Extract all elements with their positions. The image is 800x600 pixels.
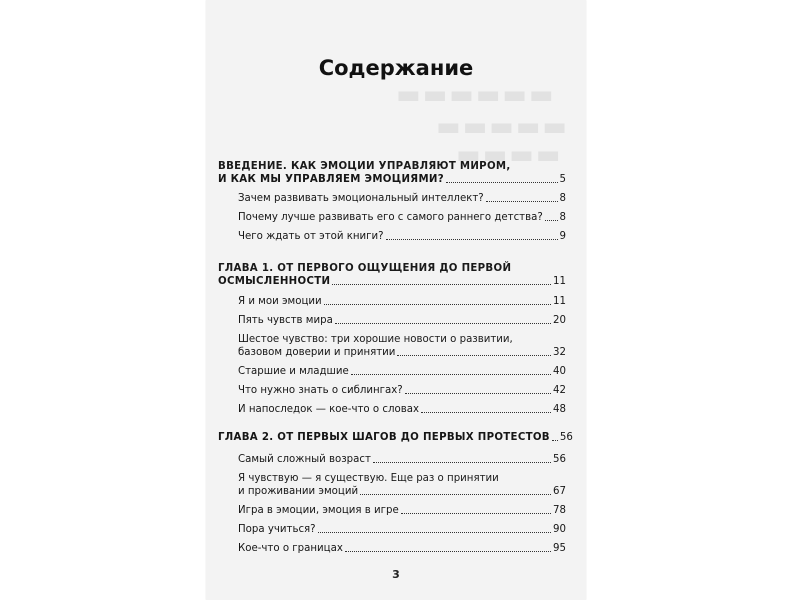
dot-leader [397, 355, 551, 356]
toc-page-number: 95 [553, 543, 566, 554]
toc-entry[interactable] [238, 523, 566, 536]
toc-page-number: 67 [553, 486, 566, 497]
toc-page-number: 8 [559, 193, 566, 204]
toc-entry[interactable] [238, 542, 566, 555]
table-of-contents [218, 160, 573, 555]
toc-entry-label: Зачем развивать эмоциональный интеллект? [238, 193, 484, 204]
toc-page-number: 8 [559, 212, 566, 223]
toc-entry[interactable] [238, 295, 566, 308]
toc-page-number: 11 [553, 276, 566, 287]
show-through-decoration: ▬▬▬▬▬▬ [396, 80, 556, 110]
toc-chapter-1-items [218, 295, 566, 416]
toc-entry-label: Пора учиться? [238, 524, 316, 535]
dot-leader [318, 532, 551, 533]
show-through-decoration-2: ▬▬▬▬▬ [436, 112, 569, 142]
toc-entry-label: Старшие и младшие [238, 366, 349, 377]
dot-leader [360, 494, 551, 495]
dot-leader [421, 412, 551, 413]
toc-intro [218, 160, 566, 186]
toc-chapter-2[interactable] [218, 431, 573, 444]
dot-leader [486, 201, 558, 202]
page-title: Содержание [318, 56, 474, 80]
toc-page-number: 9 [559, 231, 566, 242]
toc-page-number: 48 [553, 404, 566, 415]
dot-leader [545, 220, 558, 221]
toc-entry[interactable] [238, 453, 566, 466]
show-through-decoration-3: ▬▬▬▬ [456, 140, 563, 170]
toc-entry-label: Самый сложный возраст [238, 454, 371, 465]
toc-intro-title-line2: И КАК МЫ УПРАВЛЯЕМ ЭМОЦИЯМИ? [218, 174, 444, 185]
dot-leader [552, 440, 558, 441]
dot-leader [332, 284, 551, 285]
toc-entry [238, 485, 566, 498]
dot-leader [386, 239, 558, 240]
dot-leader [345, 551, 551, 552]
book-page [206, 0, 586, 600]
toc-intro-items [218, 192, 566, 243]
toc-page-number: 20 [553, 315, 566, 326]
toc-entry-multiline[interactable] [238, 472, 566, 498]
toc-entry [238, 346, 566, 359]
toc-entry[interactable] [218, 173, 566, 186]
toc-intro-title-line1: ВВЕДЕНИЕ. КАК ЭМОЦИИ УПРАВЛЯЮТ МИРОМ, [218, 161, 511, 172]
toc-entry-label: Я и мои эмоции [238, 296, 322, 307]
toc-entry[interactable] [238, 403, 566, 416]
toc-entry-label: Пять чувств мира [238, 315, 333, 326]
toc-entry[interactable] [238, 314, 566, 327]
toc-entry-label: Чего ждать от этой книги? [238, 231, 384, 242]
dot-leader [335, 323, 551, 324]
page-number: 3 [392, 568, 400, 581]
toc-entry-label: Почему лучше развивать его с самого раннего детства? [238, 212, 543, 223]
toc-entry[interactable] [238, 230, 566, 243]
toc-entry[interactable] [238, 384, 566, 397]
toc-page-number: 42 [553, 385, 566, 396]
toc-entry[interactable] [238, 504, 566, 517]
toc-entry-label: Кое-что о границах [238, 543, 343, 554]
toc-chapter-2-items [218, 453, 566, 555]
toc-chapter-2-title: ГЛАВА 2. ОТ ПЕРВЫХ ШАГОВ ДО ПЕРВЫХ ПРОТЕСТОВ [218, 432, 550, 443]
toc-page-number: 40 [553, 366, 566, 377]
toc-entry[interactable] [238, 192, 566, 205]
toc-page-number: 78 [553, 505, 566, 516]
toc-entry[interactable] [238, 211, 566, 224]
toc-page-number: 11 [553, 296, 566, 307]
toc-entry-label: Игра в эмоции, эмоция в игре [238, 505, 399, 516]
toc-chapter-1 [218, 262, 566, 288]
toc-chapter-1-title-line1: ГЛАВА 1. ОТ ПЕРВОГО ОЩУЩЕНИЯ ДО ПЕРВОЙ [218, 263, 512, 274]
dot-leader [446, 182, 558, 183]
toc-entry-label-line1: Я чувствую — я существую. Еще раз о принятии [238, 473, 499, 484]
toc-entry-label: Что нужно знать о сиблингах? [238, 385, 403, 396]
toc-page-number: 56 [559, 432, 573, 443]
toc-entry-label: и проживании эмоций [238, 486, 359, 497]
dot-leader [373, 462, 551, 463]
toc-entry-label: базовом доверии и принятии [238, 347, 396, 358]
dot-leader [324, 304, 551, 305]
dot-leader [351, 374, 551, 375]
dot-leader [401, 513, 551, 514]
toc-entry[interactable] [238, 365, 566, 378]
toc-entry-label-line1: Шестое чувство: три хорошие новости о развитии, [238, 334, 513, 345]
toc-page-number: 32 [553, 347, 566, 358]
toc-entry-label: И напоследок — кое-что о словах [238, 404, 419, 415]
toc-chapter-1-title-line2: ОСМЫСЛЕННОСТИ [218, 276, 331, 287]
toc-page-number: 90 [553, 524, 566, 535]
toc-page-number: 56 [553, 454, 566, 465]
toc-page-number: 5 [559, 174, 566, 185]
dot-leader [405, 393, 551, 394]
toc-entry[interactable] [218, 275, 566, 288]
toc-entry-multiline[interactable] [238, 333, 566, 359]
